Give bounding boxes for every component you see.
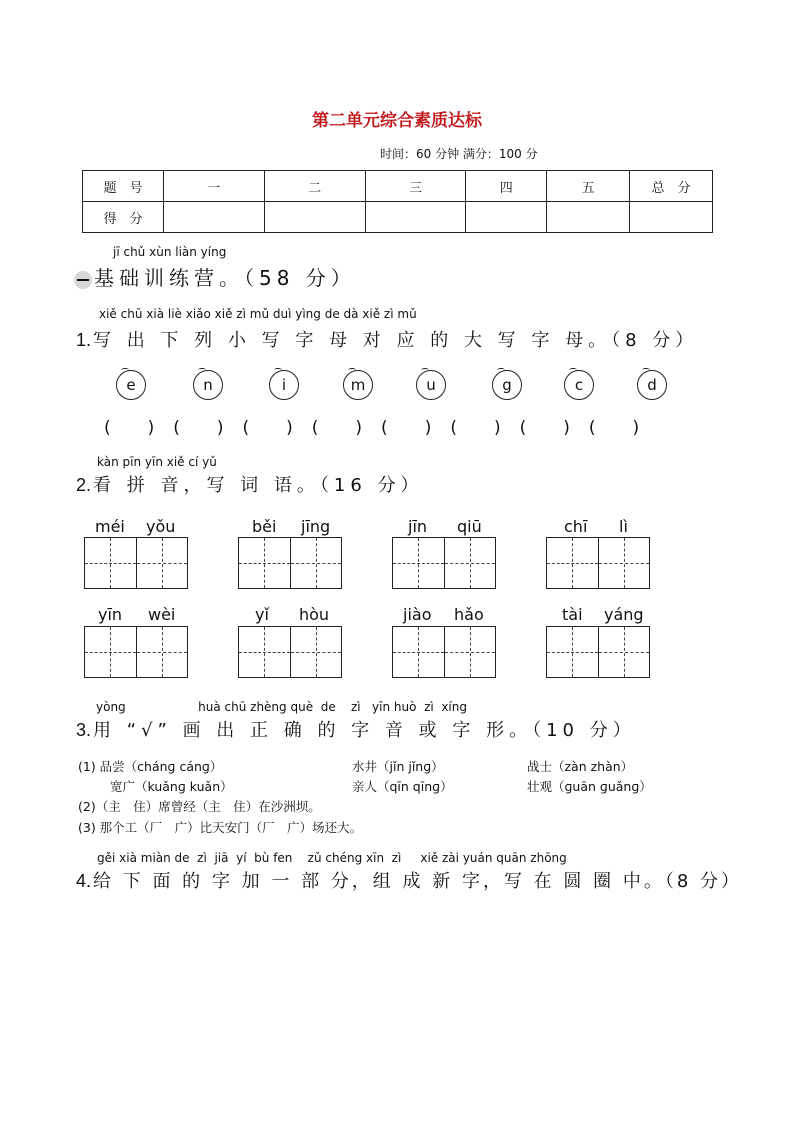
score-cell: 二: [264, 171, 365, 202]
word-pinyin: chī: [564, 517, 588, 536]
word-pinyin: běi: [252, 517, 277, 536]
section1-pinyin: jī chǔ xùn liàn yíng: [113, 245, 227, 259]
q4-text: 给 下 面 的 字 加 一 部 分，组 成 新 字，写 在 圆 圈 中。（8 分）: [93, 871, 743, 892]
q3-item: 亲人（qīn qīnɡ）: [352, 779, 453, 794]
score-cell: 题 号: [83, 171, 164, 202]
word-pinyin: tài: [562, 605, 583, 624]
word-pinyin: qiū: [457, 517, 482, 536]
q3-pinyin: yòng huà chū zhèng què de zì yīn huò zì xíng: [96, 700, 467, 714]
score-table: [82, 170, 713, 233]
score-cell: 三: [365, 171, 466, 202]
q2-number: 2.: [76, 475, 92, 495]
score-cell: 一: [163, 171, 264, 202]
q1-pinyin: xiě chū xià liè xiǎo xiě zì mǔ duì yìng de dà xiě zì mǔ: [99, 307, 417, 321]
writing-grid[interactable]: [238, 626, 342, 678]
q3-item: 宽广（kuǎnɡ kuǎn）: [110, 779, 233, 794]
writing-grid[interactable]: [546, 626, 650, 678]
score-cell: 五: [547, 171, 630, 202]
letter-circle: m: [343, 370, 373, 400]
score-table-header-row: [83, 171, 713, 202]
page-title: 第二单元综合素质达标: [312, 111, 482, 131]
section1-heading: [74, 262, 356, 291]
word-pinyin: jīng: [301, 517, 331, 536]
q3-item: 水井（jǐn jǐnɡ）: [352, 759, 444, 774]
exam-meta: 时间：60 分钟 满分：100 分: [380, 147, 538, 161]
letter-circle: n: [193, 370, 223, 400]
writing-grid[interactable]: [238, 537, 342, 589]
score-cell: 总 分: [630, 171, 713, 202]
word-pinyin: yǐ: [255, 605, 269, 624]
letter-circle: c: [564, 370, 594, 400]
letter-circle: g: [492, 370, 522, 400]
score-input-cell[interactable]: [630, 202, 713, 233]
q1-prompt: [76, 326, 698, 352]
q3-item: (1) 品尝（chánɡ cánɡ）: [78, 759, 223, 774]
score-cell: 四: [466, 171, 547, 202]
word-pinyin: hòu: [299, 605, 330, 624]
score-input-cell[interactable]: [163, 202, 264, 233]
word-pinyin: yīn: [98, 605, 123, 624]
letter-circle: e: [116, 370, 146, 400]
word-pinyin: méi: [95, 517, 125, 536]
q3-item: (2)（主 住）席曾经（主 住）在沙洲坝。: [78, 799, 321, 814]
word-pinyin: jīn: [408, 517, 428, 536]
q3-item: 战士（zàn zhàn）: [527, 759, 634, 774]
letter-circle: i: [269, 370, 299, 400]
q3-text: 用 “√” 画 出 正 确 的 字 音 或 字 形。（10 分）: [93, 720, 636, 741]
score-row-label: 得 分: [83, 202, 164, 233]
q1-answer-blanks[interactable]: ( ) ( ) ( ) ( ) ( ) ( ) ( ) ( ): [104, 418, 641, 438]
q4-prompt: [76, 867, 742, 893]
q1-text: 写 出 下 列 小 写 字 母 对 应 的 大 写 字 母。（8 分）: [93, 330, 699, 351]
writing-grid[interactable]: [84, 537, 188, 589]
q4-number: 4.: [76, 871, 92, 891]
word-pinyin: yáng: [604, 605, 644, 624]
score-input-cell[interactable]: [547, 202, 630, 233]
writing-grid[interactable]: [546, 537, 650, 589]
word-pinyin: jiào: [403, 605, 432, 624]
writing-grid[interactable]: [84, 626, 188, 678]
section-badge-icon: [74, 271, 92, 289]
q4-pinyin: gěi xià miàn de zì jiā yí bù fen zǔ chéng xīn zì xiě zài yuán quān zhōng: [97, 851, 567, 865]
letter-circle: u: [416, 370, 446, 400]
q3-item: 壮观（ɡuān ɡuǎnɡ）: [527, 779, 652, 794]
q3-number: 3.: [76, 720, 92, 740]
word-pinyin: wèi: [148, 605, 176, 624]
section1-heading-text: 基础训练营。（58 分）: [94, 266, 356, 290]
q3-prompt: [76, 716, 636, 742]
word-pinyin: lì: [619, 517, 628, 536]
score-table-score-row: [83, 202, 713, 233]
q2-prompt: [76, 471, 424, 497]
q2-pinyin: kàn pīn yīn xiě cí yǔ: [97, 455, 217, 469]
word-pinyin: yǒu: [146, 517, 176, 536]
q3-item: (3) 那个工（厂 广）比天安门（厂 广）场还大。: [78, 820, 363, 835]
writing-grid[interactable]: [392, 537, 496, 589]
score-input-cell[interactable]: [264, 202, 365, 233]
q1-number: 1.: [76, 330, 92, 350]
score-input-cell[interactable]: [466, 202, 547, 233]
word-pinyin: hǎo: [454, 605, 484, 624]
letter-circle: d: [637, 370, 667, 400]
score-input-cell[interactable]: [365, 202, 466, 233]
writing-grid[interactable]: [392, 626, 496, 678]
q2-text: 看 拼 音，写 词 语。（16 分）: [93, 475, 424, 496]
